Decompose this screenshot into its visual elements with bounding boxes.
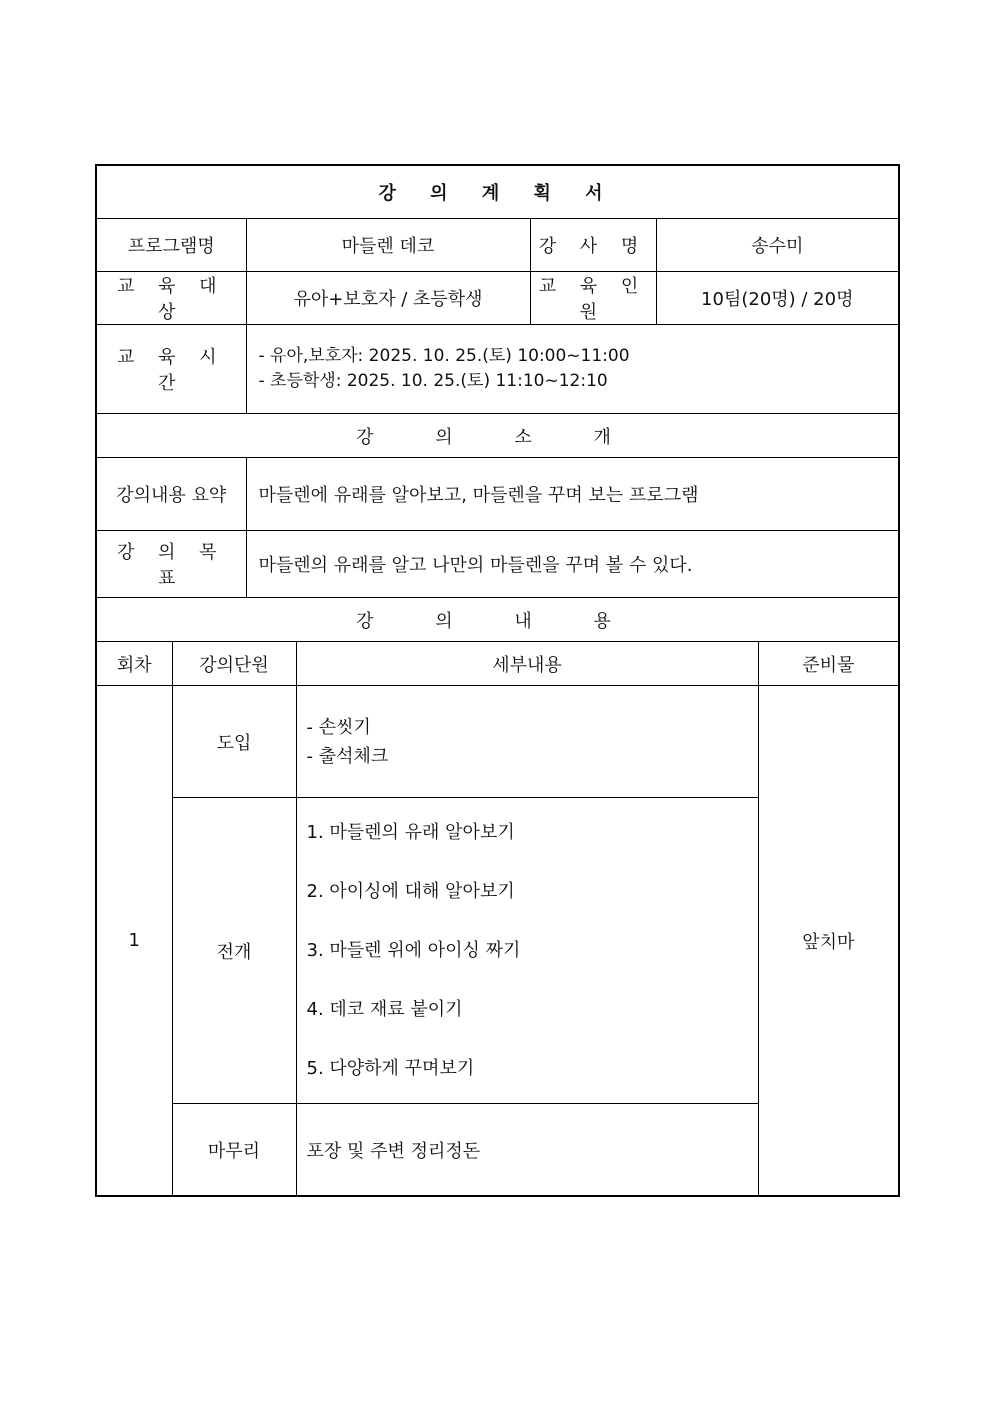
materials-value: 앞치마 <box>758 686 899 1197</box>
detail-item: 3. 마들렌 위에 아이싱 짜기 <box>306 940 521 961</box>
column-header-unit: 강의단원 <box>172 642 296 686</box>
document-title: 강 의 계 획 서 <box>96 165 899 219</box>
detail-item: 4. 데코 재료 붙이기 <box>306 999 463 1020</box>
program-value: 마들렌 데코 <box>246 219 530 272</box>
unit-details-development <box>296 798 758 1104</box>
time-line-2: - 초등학생: 2025. 10. 25.(토) 11:10~12:10 <box>258 371 608 391</box>
column-header-details: 세부내용 <box>296 642 758 686</box>
detail-item: 5. 다양하게 꾸며보기 <box>306 1058 475 1079</box>
time-line-1: - 유아,보호자: 2025. 10. 25.(토) 10:00~11:00 <box>258 346 630 366</box>
program-label: 프로그램명 <box>96 219 246 272</box>
unit-name-closing: 마무리 <box>172 1104 296 1197</box>
target-value: 유아+보호자 / 초등학생 <box>246 272 530 325</box>
lecture-plan-table <box>95 164 900 1197</box>
goal-label: 강 의 목 표 <box>96 531 246 598</box>
detail-item: - 출석체크 <box>306 745 389 767</box>
detail-item: 2. 아이싱에 대해 알아보기 <box>306 881 515 902</box>
summary-label: 강의내용 요약 <box>96 458 246 531</box>
column-header-materials: 준비물 <box>758 642 899 686</box>
instructor-label: 강 사 명 <box>530 219 656 272</box>
summary-value: 마들렌에 유래를 알아보고, 마들렌을 꾸며 보는 프로그램 <box>246 458 899 531</box>
headcount-label: 교 육 인 원 <box>530 272 656 325</box>
time-label: 교 육 시 간 <box>96 325 246 414</box>
detail-item: - 손씻기 <box>306 716 371 738</box>
unit-name-intro: 도입 <box>172 686 296 798</box>
unit-details-closing: 포장 및 주변 정리정돈 <box>296 1104 758 1197</box>
content-heading: 강 의 내 용 <box>96 598 899 642</box>
goal-value: 마들렌의 유래를 알고 나만의 마들렌을 꾸며 볼 수 있다. <box>246 531 899 598</box>
unit-name-development: 전개 <box>172 798 296 1104</box>
detail-item: 1. 마들렌의 유래 알아보기 <box>306 822 515 843</box>
intro-heading: 강 의 소 개 <box>96 414 899 458</box>
unit-details-intro <box>296 686 758 798</box>
headcount-value: 10팀(20명) / 20명 <box>656 272 899 325</box>
instructor-value: 송수미 <box>656 219 899 272</box>
target-label: 교 육 대 상 <box>96 272 246 325</box>
column-header-session: 회차 <box>96 642 172 686</box>
time-value <box>246 325 899 414</box>
session-number: 1 <box>96 686 172 1197</box>
